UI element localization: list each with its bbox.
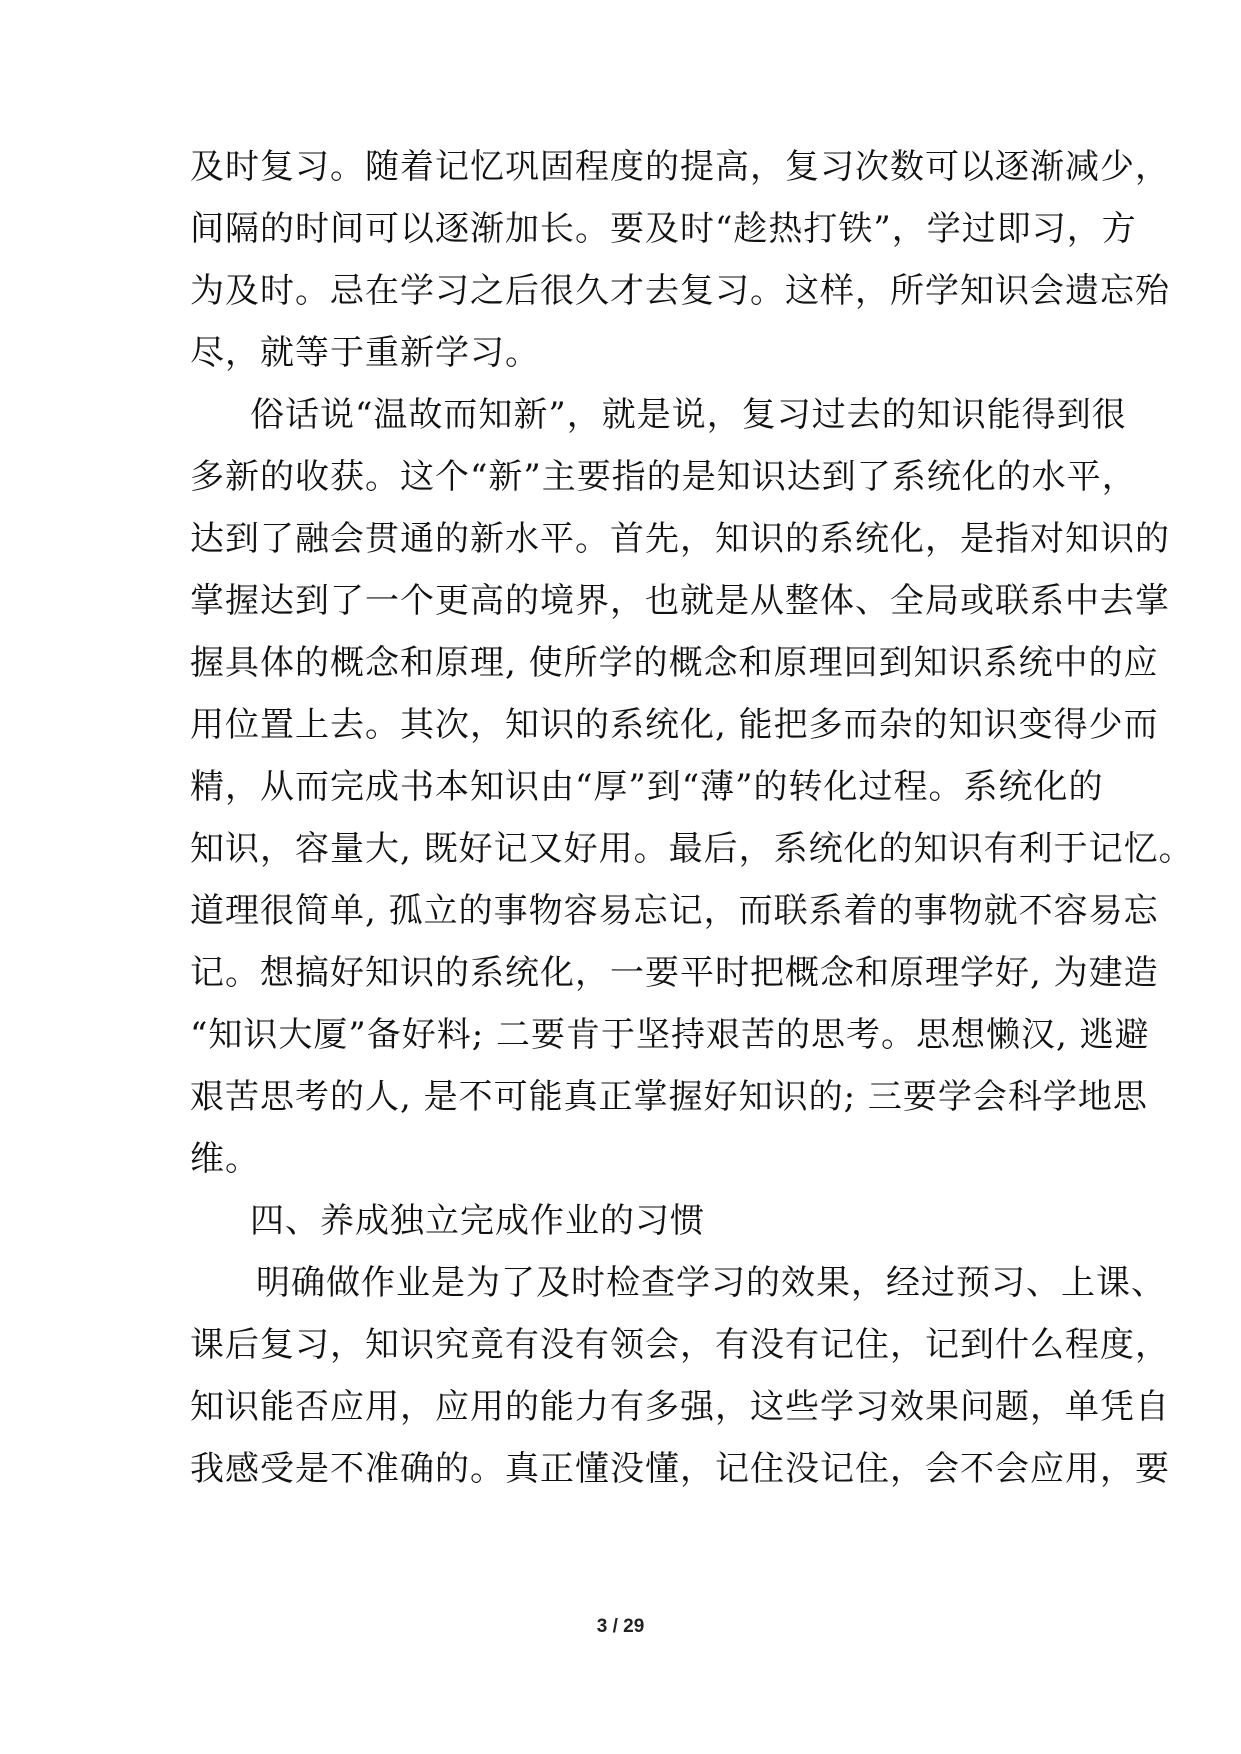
paragraph-first-line: 俗话说“温故而知新”，就是说，复习过去的知识能得到很 — [250, 395, 1127, 435]
section-heading: 四、养成独立完成作业的习惯 — [250, 1201, 705, 1241]
text-line: 道理很简单, 孤立的事物容易忘记，而联系着的事物就不容易忘 — [190, 891, 1159, 931]
text-line: 知识，容量大, 既好记又好用。最后，系统化的知识有利于记忆。 — [190, 829, 1194, 869]
text-line: 握具体的概念和原理, 使所学的概念和原理回到知识系统中的应 — [190, 643, 1159, 683]
text-line: 多新的收获。这个“新”主要指的是知识达到了系统化的水平， — [190, 457, 1137, 497]
text-line: 精，从而完成书本知识由“厚”到“薄”的转化过程。系统化的 — [190, 767, 1104, 807]
text-line: 记。想搞好知识的系统化，一要平时把概念和原理学好, 为建造 — [190, 953, 1159, 993]
text-line: 尽，就等于重新学习。 — [190, 333, 540, 373]
text-line: “知识大厦”备好料; 二要肯于坚持艰苦的思考。思想懒汉, 逃避 — [190, 1015, 1150, 1055]
text-line: 知识能否应用，应用的能力有多强，这些学习效果问题，单凭自 — [190, 1387, 1170, 1427]
text-line: 及时复习。随着记忆巩固程度的提高，复习次数可以逐渐减少， — [190, 147, 1170, 187]
text-line: 为及时。忌在学习之后很久才去复习。这样，所学知识会遗忘殆 — [190, 271, 1170, 311]
text-line: 用位置上去。其次，知识的系统化, 能把多而杂的知识变得少而 — [190, 705, 1159, 745]
text-line: 艰苦思考的人, 是不可能真正掌握好知识的; 三要学会科学地思 — [190, 1077, 1148, 1117]
text-line: 掌握达到了一个更高的境界，也就是从整体、全局或联系中去掌 — [190, 581, 1170, 621]
paragraph-first-line: 明确做作业是为了及时检查学习的效果，经过预习、上课、 — [256, 1263, 1166, 1303]
text-line: 间隔的时间可以逐渐加长。要及时“趁热打铁”，学过即习，方 — [190, 209, 1137, 249]
text-line: 达到了融会贯通的新水平。首先，知识的系统化，是指对知识的 — [190, 519, 1170, 559]
text-line: 我感受是不准确的。真正懂没懂，记住没记住，会不会应用，要 — [190, 1449, 1170, 1489]
text-line: 维。 — [190, 1139, 260, 1179]
page-number: 3 / 29 — [596, 1616, 645, 1637]
text-line: 课后复习，知识究竟有没有领会，有没有记住，记到什么程度， — [190, 1325, 1170, 1365]
